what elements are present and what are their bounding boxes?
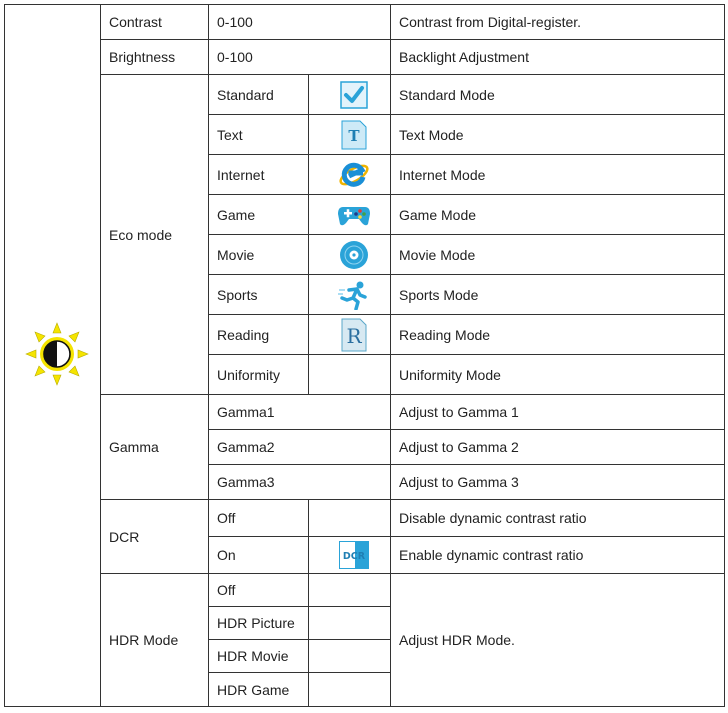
- gamma-option-2: Gamma2: [209, 430, 391, 465]
- gamma-option-3: Gamma3: [209, 465, 391, 500]
- eco-option-standard: Standard: [209, 75, 309, 115]
- eco-description-uniformity: Uniformity Mode: [391, 355, 725, 395]
- contrast-label: Contrast: [101, 5, 209, 40]
- eco-option-internet: Internet: [209, 155, 309, 195]
- eco-icon-cell: [309, 155, 391, 195]
- contrast-range: 0-100: [209, 5, 391, 40]
- dcr-label: DCR: [101, 500, 209, 574]
- eco-icon-cell: [309, 275, 391, 315]
- hdr-mode-label: HDR Mode: [101, 574, 209, 707]
- runner-icon: [337, 280, 371, 310]
- eco-option-game: Game: [209, 195, 309, 235]
- hdr-option-movie: HDR Movie: [209, 640, 309, 673]
- eco-description-sports: Sports Mode: [391, 275, 725, 315]
- text-icon-letter: T: [347, 126, 360, 145]
- eco-option-movie: Movie: [209, 235, 309, 275]
- eco-icon-cell-empty: [309, 355, 391, 395]
- dcr-option-on: On: [209, 537, 309, 574]
- eco-option-uniformity: Uniformity: [209, 355, 309, 395]
- luminance-section-cell: [5, 5, 101, 707]
- hdr-icon-cell-empty: [309, 574, 391, 607]
- eco-icon-cell: [309, 315, 391, 355]
- dcr-icon-cell-empty: [309, 500, 391, 537]
- dcr-description-on: Enable dynamic contrast ratio: [391, 537, 725, 574]
- eco-option-text: Text: [209, 115, 309, 155]
- contrast-description: Contrast from Digital-register.: [391, 5, 725, 40]
- eco-description-reading: Reading Mode: [391, 315, 725, 355]
- luminance-sun-icon: [24, 321, 90, 387]
- eco-icon-cell: [309, 195, 391, 235]
- dcr-icon: [339, 541, 369, 569]
- brightness-range: 0-100: [209, 40, 391, 75]
- standard-check-icon: [340, 81, 368, 109]
- eco-icon-cell: [309, 235, 391, 275]
- dcr-description-off: Disable dynamic contrast ratio: [391, 500, 725, 537]
- text-t-icon: [341, 120, 367, 150]
- eco-description-game: Game Mode: [391, 195, 725, 235]
- reading-icon-letter: R: [345, 323, 362, 348]
- gamma-label: Gamma: [101, 395, 209, 500]
- brightness-description: Backlight Adjustment: [391, 40, 725, 75]
- eco-option-sports: Sports: [209, 275, 309, 315]
- gamma-description-1: Adjust to Gamma 1: [391, 395, 725, 430]
- hdr-icon-cell-empty: [309, 673, 391, 707]
- eco-icon-cell: [309, 115, 391, 155]
- dcr-option-off: Off: [209, 500, 309, 537]
- hdr-option-off: Off: [209, 574, 309, 607]
- hdr-icon-cell-empty: [309, 640, 391, 673]
- brightness-label: Brightness: [101, 40, 209, 75]
- hdr-option-game: HDR Game: [209, 673, 309, 707]
- hdr-description: Adjust HDR Mode.: [391, 574, 725, 707]
- hdr-option-picture: HDR Picture: [209, 607, 309, 640]
- eco-option-reading: Reading: [209, 315, 309, 355]
- hdr-icon-cell-empty: [309, 607, 391, 640]
- dcr-icon-cell: [309, 537, 391, 574]
- eco-mode-label: Eco mode: [101, 75, 209, 395]
- gamma-option-1: Gamma1: [209, 395, 391, 430]
- eco-description-standard: Standard Mode: [391, 75, 725, 115]
- reading-r-icon: [341, 318, 367, 352]
- disc-icon: [339, 240, 369, 270]
- dcr-icon-text: DCR: [342, 551, 365, 562]
- osd-settings-table: [4, 4, 725, 707]
- eco-description-text: Text Mode: [391, 115, 725, 155]
- eco-description-internet: Internet Mode: [391, 155, 725, 195]
- gamma-description-3: Adjust to Gamma 3: [391, 465, 725, 500]
- eco-icon-cell: [309, 75, 391, 115]
- gamma-description-2: Adjust to Gamma 2: [391, 430, 725, 465]
- internet-explorer-icon: [338, 159, 370, 191]
- gamepad-icon: [337, 202, 371, 228]
- eco-description-movie: Movie Mode: [391, 235, 725, 275]
